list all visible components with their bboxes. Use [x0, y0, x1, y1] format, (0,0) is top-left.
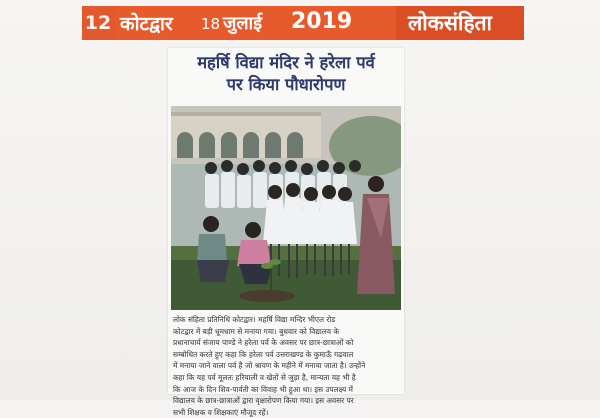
article-photo	[171, 106, 401, 310]
date-year: 2019	[291, 9, 353, 34]
group-photo-planting-icon	[171, 106, 401, 310]
headline-line-1: महर्षि विद्या मंदिर ने हरेला पर्व	[197, 53, 375, 72]
article-line: प्रधानाचार्य संजाय पाण्डे ने हरेला पर्व के अवसर पर छात्र-छात्राओं को	[173, 338, 354, 348]
article-line: सम्बोधित करते हुए कहा कि हरेला पर्व उत्तराखण्ड के कुमाऊँ गढ़वाल	[173, 349, 354, 359]
article-line: कि आज के दिन शिव-पार्वती का विवाह भी हुआ था। इस उपलक्ष्य में	[173, 384, 353, 394]
date-day: 18	[201, 15, 221, 33]
article-line: विद्यालय के छात्र-छात्राओं द्वारा वृक्षारोपण किया गया। इस अवसर पर	[173, 396, 354, 406]
article-body	[173, 314, 401, 418]
date-month: जुलाई	[223, 13, 263, 34]
edition-city: कोटद्वार	[120, 13, 173, 35]
article-line: सभी शिक्षक व शिक्षकाएं मौजूद रहें।	[173, 407, 269, 417]
news-clipping	[168, 48, 404, 417]
newspaper-name: लोकसंहिता	[408, 11, 492, 35]
article-line: कहा कि यह पर्व मूलतः हरियाली व खेतों से जुड़ा है, मान्यता यह भी है	[173, 372, 356, 382]
headline-line-2: पर किया पौधारोपण	[226, 75, 346, 94]
article-line: कोटद्वार में बड़ी धूमधाम से मनाया गया। बुधवार को विद्यालय के	[173, 326, 340, 336]
newspaper-masthead	[82, 6, 524, 40]
article-headline	[174, 52, 398, 96]
article-line: लोक संहिता प्रतिनिधि कोटद्वार। महर्षि विद्या मन्दिर भीएल रोड	[173, 315, 336, 324]
article-line: में मनाया जाने वाला पर्व है जो श्रावण के महीने में मनाया जाता है। उन्होंने	[173, 361, 366, 371]
page-number: 12	[82, 6, 114, 40]
